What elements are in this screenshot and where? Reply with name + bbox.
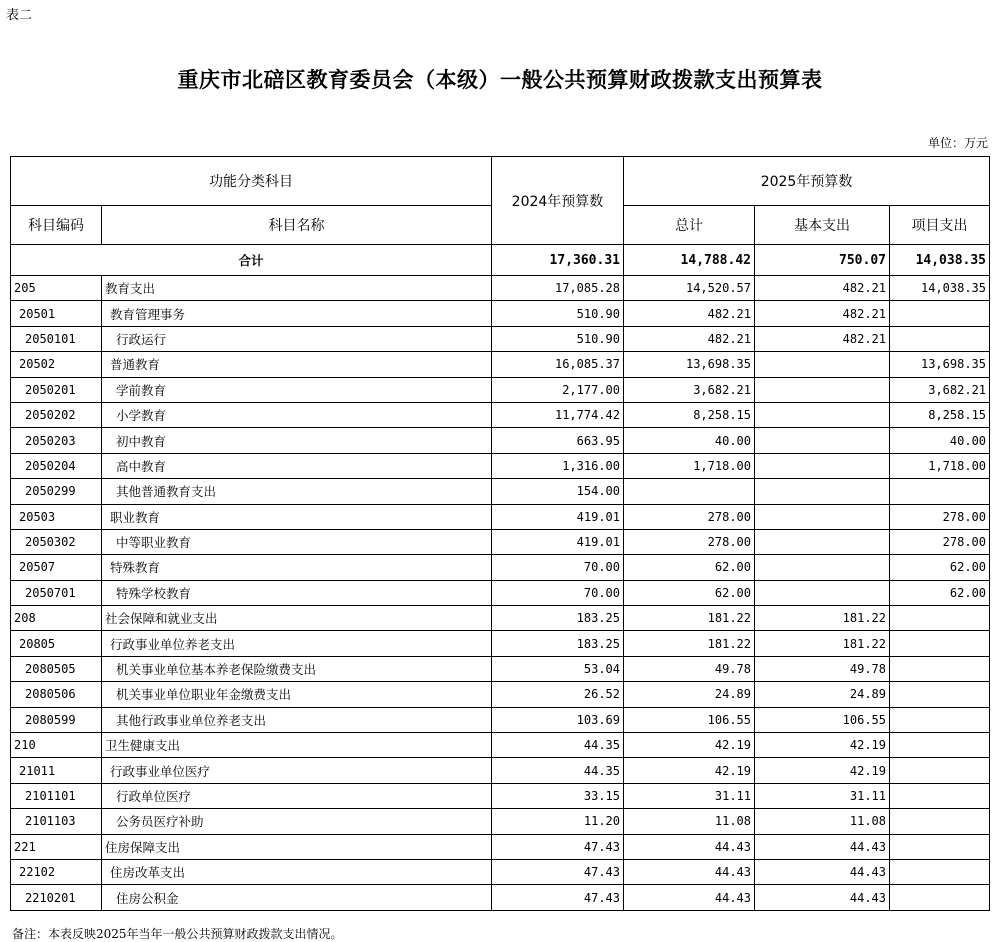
page-title: 重庆市北碚区教育委员会（本级）一般公共预算财政拨款支出预算表 bbox=[177, 67, 823, 92]
table-row bbox=[11, 733, 990, 758]
row-name: 行政事业单位养老支出 bbox=[102, 631, 492, 656]
row-name: 公务员医疗补助 bbox=[102, 809, 492, 834]
total-label: 合计 bbox=[11, 245, 492, 276]
table-row bbox=[11, 809, 990, 834]
row-name: 教育管理事务 bbox=[102, 301, 492, 326]
budget-2024-header: 2024年预算数 bbox=[492, 157, 624, 245]
row-project-2025 bbox=[890, 656, 990, 681]
row-name: 其他普通教育支出 bbox=[102, 479, 492, 504]
row-budget-2024: 663.95 bbox=[492, 428, 624, 453]
row-budget-2024: 1,316.00 bbox=[492, 453, 624, 478]
row-budget-2024: 44.35 bbox=[492, 733, 624, 758]
row-project-2025 bbox=[890, 809, 990, 834]
row-project-2025: 3,682.21 bbox=[890, 377, 990, 402]
row-code: 2050299 bbox=[11, 479, 102, 504]
table-row bbox=[11, 682, 990, 707]
row-name: 职业教育 bbox=[102, 504, 492, 529]
name-header: 科目名称 bbox=[102, 206, 492, 245]
row-budget-2024: 70.00 bbox=[492, 555, 624, 580]
row-code: 2080599 bbox=[11, 707, 102, 732]
row-code: 20501 bbox=[11, 301, 102, 326]
row-budget-2024: 154.00 bbox=[492, 479, 624, 504]
row-basic-2025: 24.89 bbox=[755, 682, 890, 707]
row-project-2025 bbox=[890, 326, 990, 351]
row-project-2025 bbox=[890, 707, 990, 732]
total-project: 14,038.35 bbox=[890, 245, 990, 276]
table-row bbox=[11, 453, 990, 478]
row-code: 2050202 bbox=[11, 402, 102, 427]
row-total-2025: 3,682.21 bbox=[624, 377, 755, 402]
table-row bbox=[11, 707, 990, 732]
table-row bbox=[11, 631, 990, 656]
row-total-2025: 482.21 bbox=[624, 301, 755, 326]
row-total-2025: 49.78 bbox=[624, 656, 755, 681]
table-row bbox=[11, 555, 990, 580]
row-budget-2024: 53.04 bbox=[492, 656, 624, 681]
row-total-2025: 106.55 bbox=[624, 707, 755, 732]
row-name: 初中教育 bbox=[102, 428, 492, 453]
row-name: 学前教育 bbox=[102, 377, 492, 402]
table-row bbox=[11, 352, 990, 377]
row-code: 20503 bbox=[11, 504, 102, 529]
row-total-2025: 1,718.00 bbox=[624, 453, 755, 478]
row-budget-2024: 17,085.28 bbox=[492, 276, 624, 301]
row-code: 210 bbox=[11, 733, 102, 758]
table-row bbox=[11, 479, 990, 504]
row-total-2025: 40.00 bbox=[624, 428, 755, 453]
row-total-2025: 278.00 bbox=[624, 529, 755, 554]
table-row bbox=[11, 758, 990, 783]
budget-2025-header: 2025年预算数 bbox=[624, 157, 990, 206]
row-basic-2025 bbox=[755, 453, 890, 478]
row-total-2025: 181.22 bbox=[624, 606, 755, 631]
func-category-header: 功能分类科目 bbox=[11, 157, 492, 206]
row-budget-2024: 419.01 bbox=[492, 529, 624, 554]
row-name: 高中教育 bbox=[102, 453, 492, 478]
row-basic-2025 bbox=[755, 555, 890, 580]
table-row bbox=[11, 402, 990, 427]
row-name: 机关事业单位职业年金缴费支出 bbox=[102, 682, 492, 707]
table-row bbox=[11, 326, 990, 351]
row-budget-2024: 510.90 bbox=[492, 326, 624, 351]
table-row bbox=[11, 377, 990, 402]
row-budget-2024: 419.01 bbox=[492, 504, 624, 529]
row-total-2025: 42.19 bbox=[624, 733, 755, 758]
row-project-2025 bbox=[890, 682, 990, 707]
row-budget-2024: 47.43 bbox=[492, 859, 624, 884]
row-project-2025: 62.00 bbox=[890, 555, 990, 580]
row-basic-2025 bbox=[755, 352, 890, 377]
row-basic-2025: 181.22 bbox=[755, 631, 890, 656]
row-code: 21011 bbox=[11, 758, 102, 783]
row-name: 行政事业单位医疗 bbox=[102, 758, 492, 783]
row-basic-2025 bbox=[755, 428, 890, 453]
total-row bbox=[11, 245, 990, 276]
row-code: 20805 bbox=[11, 631, 102, 656]
row-basic-2025: 44.43 bbox=[755, 885, 890, 910]
table-row bbox=[11, 783, 990, 808]
row-basic-2025: 44.43 bbox=[755, 834, 890, 859]
row-budget-2024: 183.25 bbox=[492, 606, 624, 631]
row-basic-2025: 482.21 bbox=[755, 301, 890, 326]
row-code: 2050302 bbox=[11, 529, 102, 554]
row-budget-2024: 510.90 bbox=[492, 301, 624, 326]
table-row bbox=[11, 428, 990, 453]
row-total-2025: 8,258.15 bbox=[624, 402, 755, 427]
row-code: 2050204 bbox=[11, 453, 102, 478]
table-number-label: 表二 bbox=[6, 8, 33, 23]
row-project-2025: 62.00 bbox=[890, 580, 990, 605]
row-name: 普通教育 bbox=[102, 352, 492, 377]
project-header: 项目支出 bbox=[890, 206, 990, 245]
row-total-2025: 24.89 bbox=[624, 682, 755, 707]
row-budget-2024: 33.15 bbox=[492, 783, 624, 808]
table-row bbox=[11, 276, 990, 301]
row-project-2025 bbox=[890, 834, 990, 859]
row-name: 特殊教育 bbox=[102, 555, 492, 580]
row-budget-2024: 47.43 bbox=[492, 885, 624, 910]
row-name: 行政单位医疗 bbox=[102, 783, 492, 808]
row-project-2025 bbox=[890, 859, 990, 884]
row-basic-2025 bbox=[755, 504, 890, 529]
row-total-2025: 181.22 bbox=[624, 631, 755, 656]
row-total-2025 bbox=[624, 479, 755, 504]
row-code: 2101101 bbox=[11, 783, 102, 808]
row-project-2025 bbox=[890, 758, 990, 783]
row-basic-2025 bbox=[755, 580, 890, 605]
row-project-2025: 40.00 bbox=[890, 428, 990, 453]
row-total-2025: 13,698.35 bbox=[624, 352, 755, 377]
row-name: 机关事业单位基本养老保险缴费支出 bbox=[102, 656, 492, 681]
row-name: 社会保障和就业支出 bbox=[102, 606, 492, 631]
row-name: 住房保障支出 bbox=[102, 834, 492, 859]
row-name: 行政运行 bbox=[102, 326, 492, 351]
row-code: 2210201 bbox=[11, 885, 102, 910]
row-project-2025 bbox=[890, 885, 990, 910]
row-budget-2024: 11.20 bbox=[492, 809, 624, 834]
row-total-2025: 62.00 bbox=[624, 555, 755, 580]
budget-table bbox=[10, 156, 990, 911]
row-basic-2025: 49.78 bbox=[755, 656, 890, 681]
row-project-2025: 8,258.15 bbox=[890, 402, 990, 427]
row-budget-2024: 47.43 bbox=[492, 834, 624, 859]
row-name: 住房改革支出 bbox=[102, 859, 492, 884]
row-total-2025: 482.21 bbox=[624, 326, 755, 351]
row-basic-2025 bbox=[755, 529, 890, 554]
table-row bbox=[11, 580, 990, 605]
row-total-2025: 278.00 bbox=[624, 504, 755, 529]
row-code: 205 bbox=[11, 276, 102, 301]
row-name: 住房公积金 bbox=[102, 885, 492, 910]
table-row bbox=[11, 529, 990, 554]
total-b2024: 17,360.31 bbox=[492, 245, 624, 276]
row-name: 小学教育 bbox=[102, 402, 492, 427]
row-budget-2024: 2,177.00 bbox=[492, 377, 624, 402]
row-project-2025: 14,038.35 bbox=[890, 276, 990, 301]
row-budget-2024: 16,085.37 bbox=[492, 352, 624, 377]
row-project-2025 bbox=[890, 733, 990, 758]
row-project-2025: 1,718.00 bbox=[890, 453, 990, 478]
row-total-2025: 31.11 bbox=[624, 783, 755, 808]
row-code: 221 bbox=[11, 834, 102, 859]
code-header: 科目编码 bbox=[11, 206, 102, 245]
row-total-2025: 11.08 bbox=[624, 809, 755, 834]
total-basic: 750.07 bbox=[755, 245, 890, 276]
row-basic-2025: 42.19 bbox=[755, 758, 890, 783]
table-row bbox=[11, 606, 990, 631]
table-row bbox=[11, 656, 990, 681]
row-budget-2024: 70.00 bbox=[492, 580, 624, 605]
row-budget-2024: 44.35 bbox=[492, 758, 624, 783]
table-row bbox=[11, 301, 990, 326]
row-budget-2024: 183.25 bbox=[492, 631, 624, 656]
unit-label: 单位：万元 bbox=[927, 136, 988, 150]
row-basic-2025: 181.22 bbox=[755, 606, 890, 631]
row-total-2025: 44.43 bbox=[624, 834, 755, 859]
row-budget-2024: 26.52 bbox=[492, 682, 624, 707]
total-header: 总计 bbox=[624, 206, 755, 245]
row-code: 2050201 bbox=[11, 377, 102, 402]
row-total-2025: 44.43 bbox=[624, 885, 755, 910]
row-total-2025: 42.19 bbox=[624, 758, 755, 783]
row-basic-2025: 31.11 bbox=[755, 783, 890, 808]
total-total: 14,788.42 bbox=[624, 245, 755, 276]
row-code: 208 bbox=[11, 606, 102, 631]
table-row bbox=[11, 834, 990, 859]
row-code: 2050203 bbox=[11, 428, 102, 453]
row-basic-2025: 482.21 bbox=[755, 276, 890, 301]
row-basic-2025 bbox=[755, 402, 890, 427]
row-project-2025 bbox=[890, 301, 990, 326]
row-code: 22102 bbox=[11, 859, 102, 884]
row-total-2025: 62.00 bbox=[624, 580, 755, 605]
footnote: 备注：本表反映2025年当年一般公共预算财政拨款支出情况。 bbox=[12, 927, 343, 941]
table-row bbox=[11, 885, 990, 910]
row-project-2025: 278.00 bbox=[890, 529, 990, 554]
row-basic-2025: 106.55 bbox=[755, 707, 890, 732]
row-code: 2080505 bbox=[11, 656, 102, 681]
row-project-2025 bbox=[890, 631, 990, 656]
row-budget-2024: 11,774.42 bbox=[492, 402, 624, 427]
row-basic-2025: 44.43 bbox=[755, 859, 890, 884]
table-row bbox=[11, 859, 990, 884]
row-basic-2025: 482.21 bbox=[755, 326, 890, 351]
row-project-2025 bbox=[890, 479, 990, 504]
row-name: 中等职业教育 bbox=[102, 529, 492, 554]
row-name: 教育支出 bbox=[102, 276, 492, 301]
row-basic-2025 bbox=[755, 479, 890, 504]
row-total-2025: 44.43 bbox=[624, 859, 755, 884]
basic-header: 基本支出 bbox=[755, 206, 890, 245]
table-row bbox=[11, 504, 990, 529]
row-code: 2050701 bbox=[11, 580, 102, 605]
row-basic-2025: 11.08 bbox=[755, 809, 890, 834]
row-name: 其他行政事业单位养老支出 bbox=[102, 707, 492, 732]
row-name: 卫生健康支出 bbox=[102, 733, 492, 758]
row-project-2025: 278.00 bbox=[890, 504, 990, 529]
row-code: 20507 bbox=[11, 555, 102, 580]
row-project-2025 bbox=[890, 783, 990, 808]
row-total-2025: 14,520.57 bbox=[624, 276, 755, 301]
row-name: 特殊学校教育 bbox=[102, 580, 492, 605]
row-code: 20502 bbox=[11, 352, 102, 377]
row-basic-2025 bbox=[755, 377, 890, 402]
row-basic-2025: 42.19 bbox=[755, 733, 890, 758]
row-budget-2024: 103.69 bbox=[492, 707, 624, 732]
row-code: 2101103 bbox=[11, 809, 102, 834]
row-code: 2080506 bbox=[11, 682, 102, 707]
row-project-2025: 13,698.35 bbox=[890, 352, 990, 377]
row-code: 2050101 bbox=[11, 326, 102, 351]
row-project-2025 bbox=[890, 606, 990, 631]
